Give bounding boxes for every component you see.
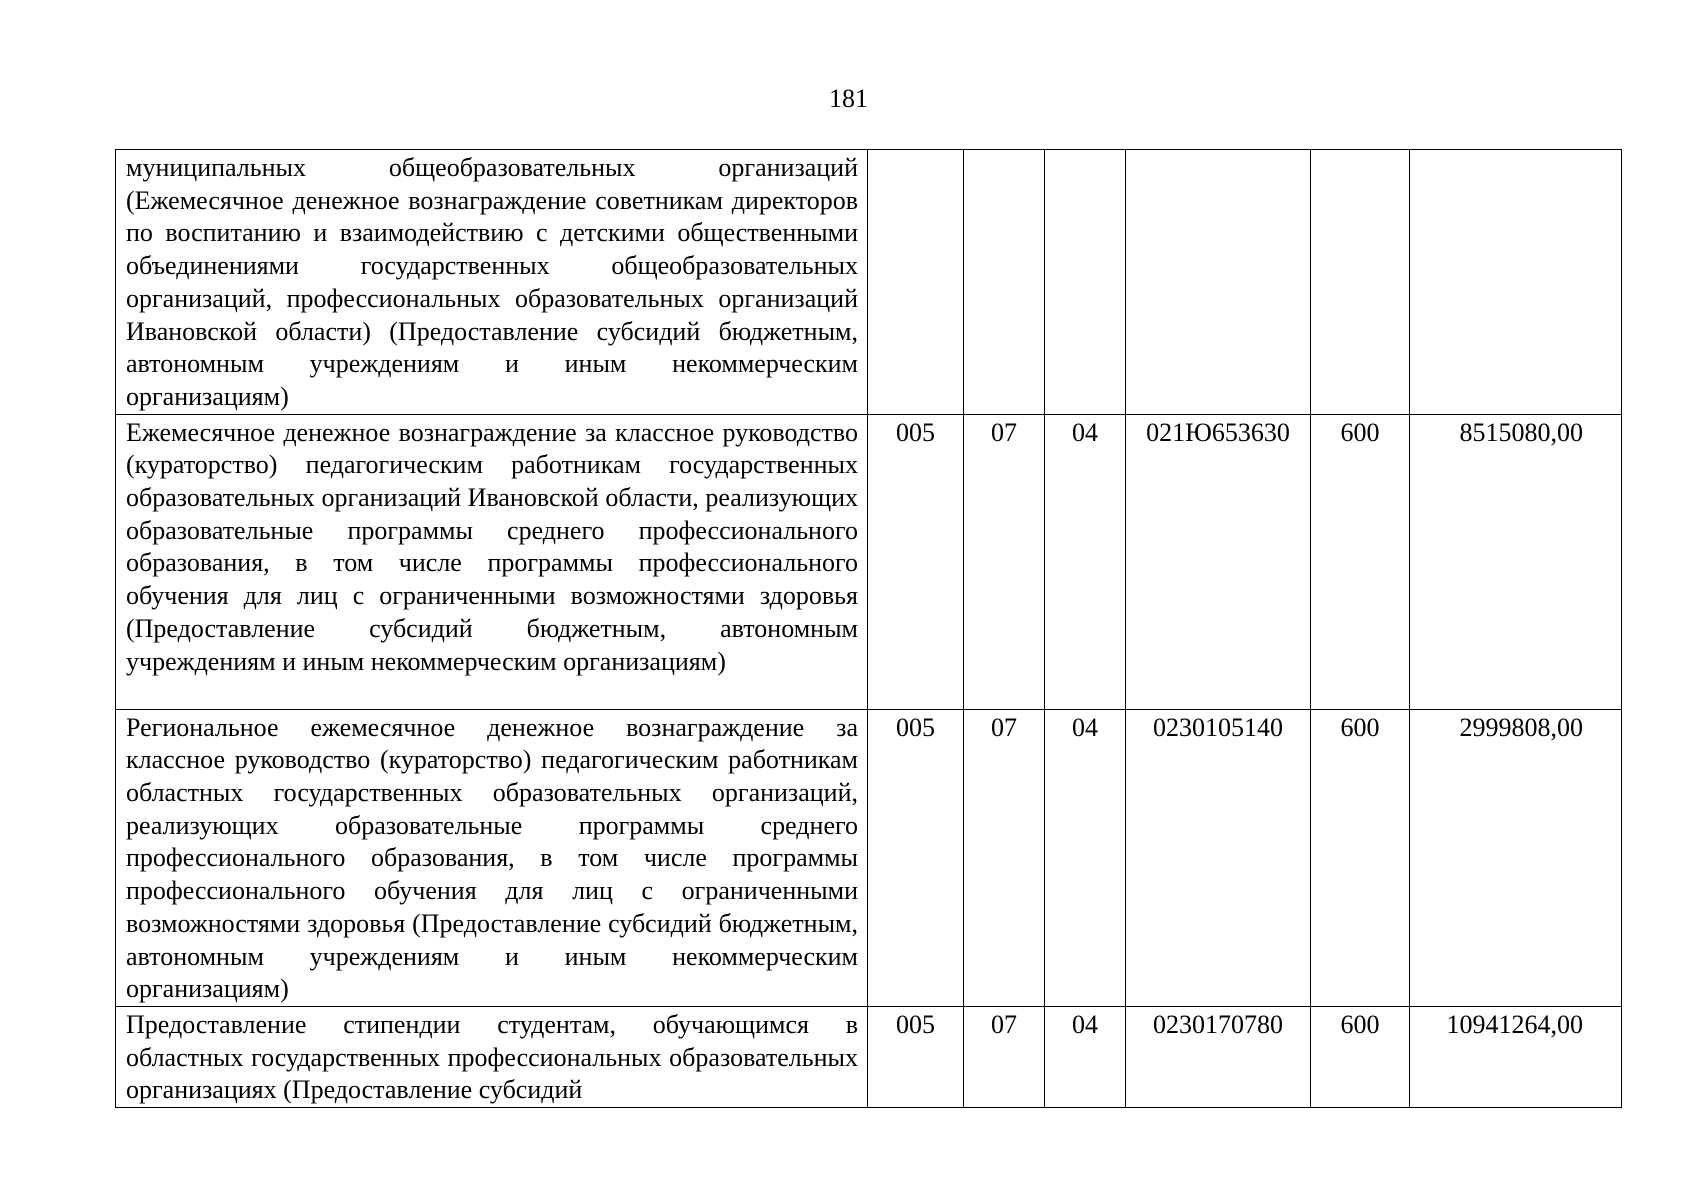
table-row xyxy=(116,1006,1622,1107)
admin-code-cell: 005 xyxy=(868,709,964,1006)
row-description: Предоставление стипендии студентам, обучающимся в областных государственных профессиональных образовательных организациях (Предоставление субсидий xyxy=(116,1006,868,1107)
table-row xyxy=(116,709,1622,1006)
row-description: Региональное ежемесячное денежное вознаграждение за классное руководство (кураторство) педагогическим работникам областных государственных образовательных организаций, реализующих образовательные программы среднего профессионального образования, в том числе программы профессионального обучения для лиц с ограниченными возможностями здоровья (Предоставление субсидий бюджетным, автономным учреждениям и иным некоммерческим организациям) xyxy=(116,709,868,1006)
subsection-cell xyxy=(1045,150,1126,415)
page-number: 181 xyxy=(829,84,868,113)
section-cell: 07 xyxy=(964,414,1045,709)
target-code-cell: 0230170780 xyxy=(1126,1006,1311,1107)
section-cell: 07 xyxy=(964,1006,1045,1107)
target-code-cell: 021Ю653630 xyxy=(1126,414,1311,709)
budget-table xyxy=(115,149,1622,1108)
admin-code-cell: 005 xyxy=(868,414,964,709)
amount-cell: 10941264,00 xyxy=(1410,1006,1622,1107)
expense-type-cell: 600 xyxy=(1311,414,1410,709)
expense-type-cell xyxy=(1311,150,1410,415)
admin-code-cell: 005 xyxy=(868,1006,964,1107)
subsection-cell: 04 xyxy=(1045,414,1126,709)
section-cell xyxy=(964,150,1045,415)
admin-code-cell xyxy=(868,150,964,415)
row-description: Ежемесячное денежное вознаграждение за классное руководство (кураторство) педагогическим работникам государственных образовательных организаций Ивановской области, реализующих образовательные программы среднего профессионального образования, в том числе программы профессионального обучения для лиц с ограниченными возможностями здоровья (Предоставление субсидий бюджетным, автономным учреждениям и иным некоммерческим организациям) xyxy=(116,414,868,709)
table-row xyxy=(116,414,1622,709)
amount-cell: 2999808,00 xyxy=(1410,709,1622,1006)
expense-type-cell: 600 xyxy=(1311,1006,1410,1107)
target-code-cell: 0230105140 xyxy=(1126,709,1311,1006)
table-row xyxy=(116,150,1622,415)
section-cell: 07 xyxy=(964,709,1045,1006)
amount-cell: 8515080,00 xyxy=(1410,414,1622,709)
target-code-cell xyxy=(1126,150,1311,415)
row-description: муниципальных общеобразовательных организаций (Ежемесячное денежное вознаграждение советникам директоров по воспитанию и взаимодействию с детскими общественными объединениями государственных общеобразовательных организаций, профессиональных образовательных организаций Ивановской области) (Предоставление субсидий бюджетным, автономным учреждениям и иным некоммерческим организациям) xyxy=(116,150,868,415)
subsection-cell: 04 xyxy=(1045,709,1126,1006)
amount-cell xyxy=(1410,150,1622,415)
subsection-cell: 04 xyxy=(1045,1006,1126,1107)
expense-type-cell: 600 xyxy=(1311,709,1410,1006)
